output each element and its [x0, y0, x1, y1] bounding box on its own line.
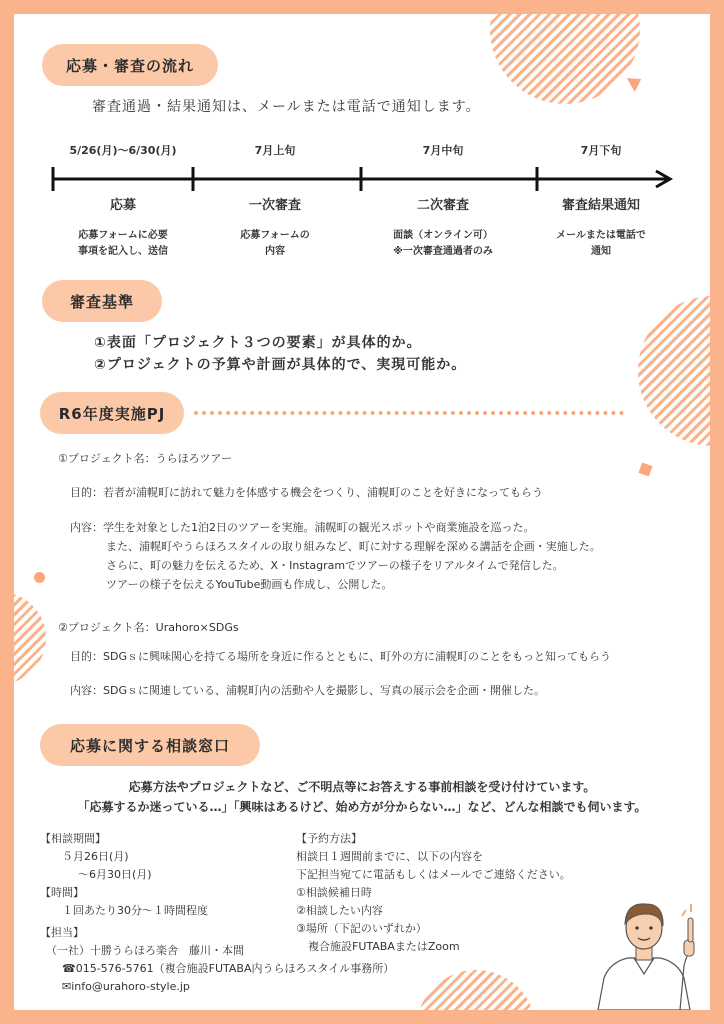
contact-org: （一社）十勝うらほろ楽舎 藤川・本間 — [46, 944, 244, 957]
notice-text: 審査通過・結果通知は、メールまたは電話で通知します。 — [92, 99, 481, 115]
period-end: ～6月30日(月) — [78, 868, 152, 881]
step-date: 5/26(月)～6/30(月) — [69, 144, 177, 157]
project1-purpose: 目的：若者が浦幌町に訪れて魅力を体感する機会をつくり、浦幌町のことを好きになってもらう — [70, 486, 543, 499]
phone-icon: ☎ — [62, 962, 76, 975]
project1-content-line: また、浦幌町やうらほろスタイルの取り組みなど、町に対する理解を深める講話を企画・実施した。 — [106, 540, 601, 553]
reserve-line: 複合施設FUTABAまたはZoom — [308, 940, 460, 953]
flyer-page — [14, 14, 710, 1010]
step-name: 審査結果通知 — [561, 198, 640, 213]
project2-content: 内容：SDGｓに関連している、浦幌町内の活動や人を撮影し、写真の展示会を企画・開催した。 — [70, 684, 545, 697]
contact-label: 【担当】 — [40, 926, 84, 939]
consultation-lead-2: 「応募するか迷っている…」「興味はあるけど、始め方が分からない…」など、どんな相談でも伺います。 — [77, 800, 647, 814]
reservation-details — [296, 830, 571, 956]
step-date: 7月中旬 — [422, 144, 464, 157]
step-name: 一次審査 — [248, 198, 301, 213]
reserve-line: ②相談したい内容 — [296, 904, 383, 917]
time-value: １回あたり30分～１時間程度 — [62, 904, 208, 917]
timeline-arrow — [44, 162, 684, 196]
decor-triangle — [627, 72, 645, 92]
section-title-flow: 応募・審査の流れ — [42, 44, 218, 86]
person-pointing-illustration — [590, 894, 698, 1010]
time-label: 【時間】 — [40, 886, 84, 899]
phone-text[interactable]: 015-576-5761（複合施設FUTABA内うらほろスタイル事務所） — [75, 962, 395, 975]
project1-name: ①プロジェクト名：うらほろツアー — [58, 452, 233, 465]
criteria-1: ①表面「プロジェクト３つの要素」が具体的か。 — [94, 335, 422, 351]
step-date: 7月下旬 — [580, 144, 622, 157]
step-name: 二次審査 — [416, 198, 469, 213]
reserve-label: 【予約方法】 — [296, 832, 362, 845]
step-desc — [210, 228, 340, 260]
reserve-line: ③場所（下記のいずれか） — [296, 922, 427, 935]
step-desc-line: 面談（オンライン可） — [393, 230, 493, 241]
decor-striped-circle-left — [14, 592, 46, 684]
step-desc-line: 応募フォームに必要 — [78, 230, 168, 241]
decor-striped-circle-right — [638, 296, 710, 446]
decor-striped-circle-top-right — [490, 14, 640, 104]
step-desc-line: メールまたは電話で — [556, 230, 646, 241]
reserve-line: 下記担当宛てに電話もしくはメールでご連絡ください。 — [296, 868, 571, 881]
contact-email — [40, 978, 394, 996]
reserve-line: 相談日１週間前までに、以下の内容を — [296, 850, 483, 863]
reserve-line: ①相談候補日時 — [296, 886, 372, 899]
project1-content-line: 内容：学生を対象とした1泊2日のツアーを実施。浦幌町の観光スポットや商業施設を巡った。 — [70, 521, 535, 534]
decor-striped-circle-bottom — [416, 970, 536, 1010]
step-desc-line: 応募フォームの — [240, 230, 310, 241]
step-desc — [536, 228, 666, 260]
section-title-consultation: 応募に関する相談窓口 — [40, 724, 260, 766]
decor-square — [638, 462, 652, 476]
contact-phone — [40, 960, 394, 978]
mail-icon: ✉ — [62, 980, 72, 993]
step-date: 7月上旬 — [254, 144, 296, 157]
project1-content-line: ツアーの様子を伝えるYouTube動画も作成し、公開した。 — [106, 578, 393, 591]
project2-purpose: 目的：SDGｓに興味関心を持てる場所を身近に作るとともに、町外の方に浦幌町のことをもっと知ってもらう — [70, 650, 611, 663]
project2-name: ②プロジェクト名：Urahoro×SDGs — [58, 621, 239, 634]
decor-dot — [34, 572, 45, 583]
step-desc — [370, 228, 516, 260]
period-start: ５月26日(月) — [62, 850, 129, 863]
step-desc-line: 通知 — [591, 246, 611, 257]
step-name: 応募 — [109, 198, 136, 213]
project1-content-line: さらに、町の魅力を伝えるため、X・Instagramでツアーの様子をリアルタイムで発信した。 — [106, 559, 564, 572]
project1-content — [70, 518, 601, 594]
step-desc-line: 内容 — [265, 246, 285, 257]
section-title-criteria: 審査基準 — [42, 280, 162, 322]
email-link[interactable]: info@urahoro-style.jp — [71, 980, 190, 993]
section-title-projects: R6年度実施PJ — [40, 392, 184, 434]
step-desc-line: ※一次審査通過者のみ — [393, 246, 493, 257]
step-desc — [48, 228, 198, 260]
period-label: 【相談期間】 — [40, 832, 106, 845]
dotted-divider — [194, 411, 624, 415]
consultation-lead-1: 応募方法やプロジェクトなど、ご不明点等にお答えする事前相談を受け付けています。 — [128, 780, 596, 794]
step-desc-line: 事項を記入し、送信 — [78, 246, 168, 257]
criteria-2: ②プロジェクトの予算や計画が具体的で、実現可能か。 — [94, 357, 467, 373]
